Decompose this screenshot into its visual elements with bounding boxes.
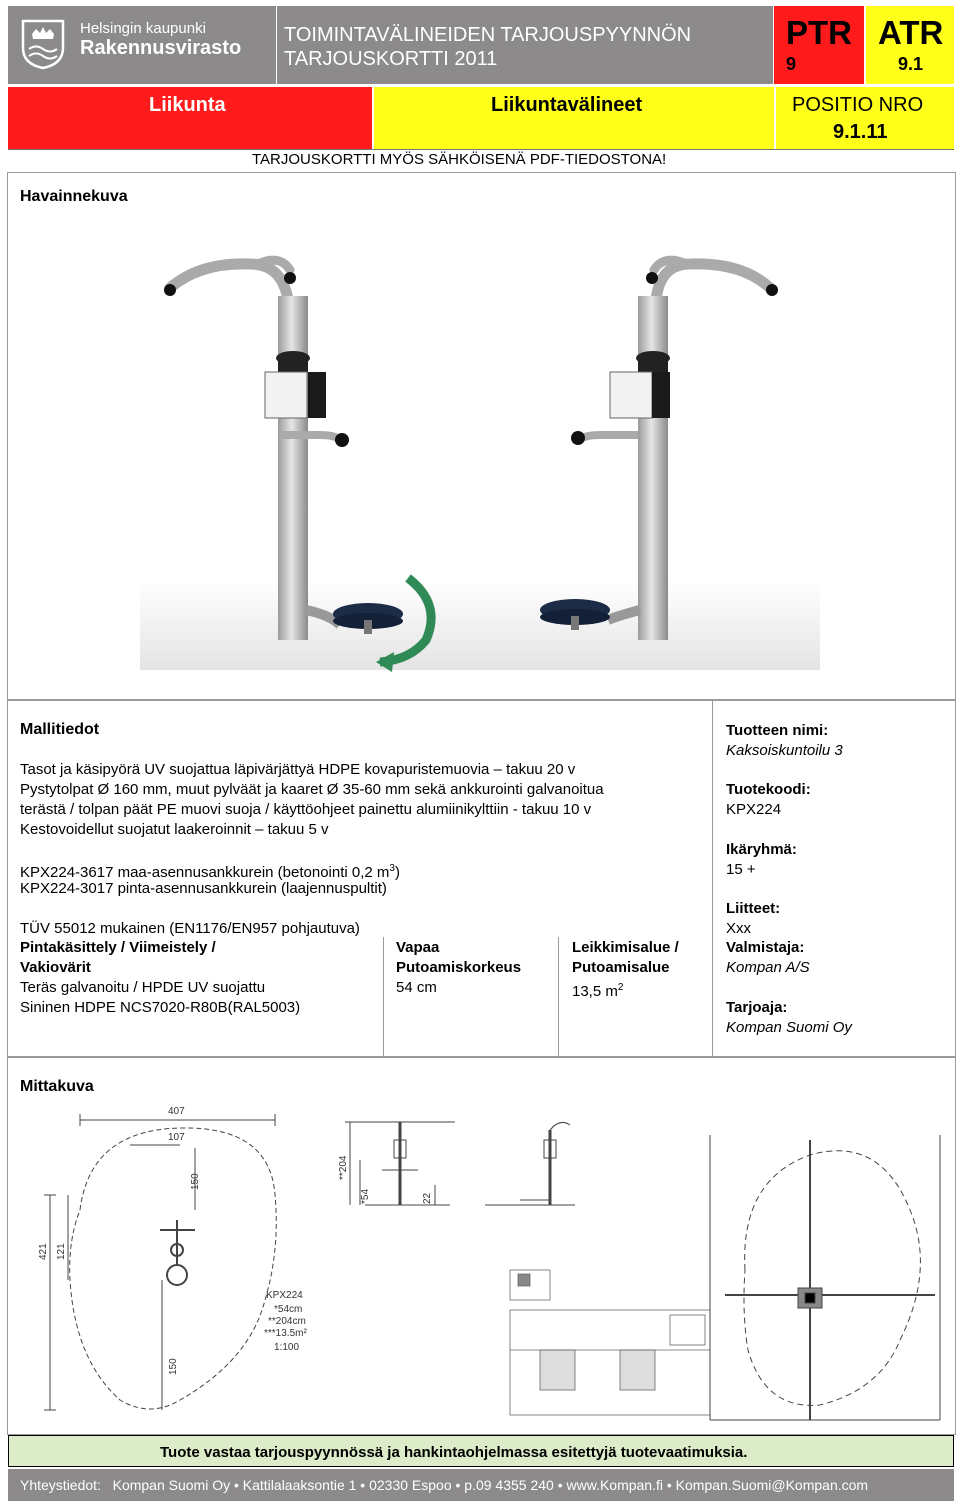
category-label: Liikunta <box>149 94 226 116</box>
org-name-line2: Rakennusvirasto <box>80 37 242 59</box>
dim-150-bottom: 150 <box>168 1358 179 1375</box>
org-name-line1: Helsingin kaupunki <box>80 20 206 37</box>
ptr-label: PTR <box>786 14 852 51</box>
notice-text: TARJOUSKORTTI MYÖS SÄHKÖISENÄ PDF-TIEDOSTONA! <box>252 151 667 168</box>
subcategory-label: Liikuntavälineet <box>491 94 643 116</box>
dim-407: 407 <box>168 1106 185 1117</box>
document-title-line2: TARJOUSKORTTI 2011 <box>284 48 498 70</box>
fall-height-label-1: Vapaa <box>396 939 440 956</box>
model-line-3: terästä / tolpan päät PE muovi suoja / käyttöohjeet painettu alumiinikylttiin - takuu 10 v <box>20 801 592 818</box>
finish-label-1: Pintakäsittely / Viimeistely / <box>20 939 216 956</box>
model-line-1: Tasot ja käsipyörä UV suojattua läpivärjättyä HDPE kovapuristemuovia – takuu 20 v <box>20 761 576 778</box>
anchor-line-1-close: ) <box>394 864 400 881</box>
product-name-label: Tuotteen nimi: <box>726 722 829 739</box>
illustration-title: Havainnekuva <box>20 188 128 205</box>
manufacturer-value: Kompan A/S <box>726 959 810 976</box>
anchor-line-1-text: KPX224-3617 maa-asennusankkurein (betonointi 0,2 m <box>20 864 390 881</box>
document-title-line1: TOIMINTAVÄLINEIDEN TARJOUSPYYNNÖN <box>284 24 692 46</box>
play-area-number: 13,5 m <box>572 983 618 1000</box>
atr-label: ATR <box>878 14 944 51</box>
contact-text: Yhteystiedot: Kompan Suomi Oy • Kattilalaaksontie 1 • 02330 Espoo • p.09 4355 240 • www.Kompan.fi • Kompan.Suomi@Kompan.com <box>20 1477 869 1493</box>
side-54: *54 <box>360 1188 371 1204</box>
ptr-value: 9 <box>786 54 797 74</box>
foundation-detail-icon <box>510 1270 710 1415</box>
play-area-label-1: Leikkimisalue / <box>572 939 679 956</box>
header-divider <box>8 149 954 150</box>
play-area-label-2: Putoamisalue <box>572 959 670 976</box>
model-line-2: Pystytolpat Ø 160 mm, muut pylväät ja kaaret Ø 35-60 mm sekä ankkurointi galvanoitua <box>20 781 604 798</box>
anchor-line-1-sup: 3 <box>389 863 395 874</box>
side-22: 22 <box>422 1192 433 1204</box>
dim-121: 121 <box>56 1243 67 1260</box>
model-info-title: Mallitiedot <box>20 721 100 738</box>
finish-value-1: Teräs galvanoitu / HPDE UV suojattu <box>20 979 266 996</box>
standard-line: TÜV 55012 mukainen (EN1176/EN957 pohjautuva) <box>20 920 360 937</box>
attachments-value: Xxx <box>726 920 752 937</box>
manufacturer-label: Valmistaja: <box>726 939 805 956</box>
finish-value-2: Sininen HDPE NCS7020-R80B(RAL5003) <box>20 999 301 1016</box>
plan-label-2: **204cm <box>268 1316 306 1327</box>
side-204: **204 <box>338 1155 349 1180</box>
city-crest-icon <box>20 18 66 70</box>
product-code-label: Tuotekoodi: <box>726 781 811 798</box>
dim-107: 107 <box>168 1132 185 1143</box>
product-name-value: Kaksoiskuntoilu 3 <box>726 742 843 759</box>
dim-421: 421 <box>38 1243 49 1260</box>
model-line-4: Kestovoidellut suojatut laakeroinnit – takuu 5 v <box>20 821 329 838</box>
age-group-value: 15 + <box>726 861 756 878</box>
position-value: 9.1.11 <box>833 121 888 143</box>
attachments-label: Liitteet: <box>726 900 781 917</box>
product-illustration <box>130 240 830 680</box>
plan-label-3: ***13.5m² <box>264 1328 307 1339</box>
play-area-sup: 2 <box>617 982 624 993</box>
dim-150-top: 150 <box>190 1173 201 1190</box>
dimensions-title: Mittakuva <box>20 1078 94 1095</box>
dimension-drawing <box>20 1100 950 1430</box>
plan-scale: 1:100 <box>274 1342 300 1353</box>
offerer-value: Kompan Suomi Oy <box>726 1019 852 1036</box>
product-code-value: KPX224 <box>726 801 782 818</box>
col-divider-1 <box>383 937 384 1057</box>
offerer-label: Tarjoaja: <box>726 999 788 1016</box>
fall-height-value: 54 cm <box>396 979 437 996</box>
atr-value: 9.1 <box>898 54 924 74</box>
finish-label-2: Vakiovärit <box>20 959 91 976</box>
position-label: POSITIO NRO <box>792 94 924 116</box>
play-area-value <box>572 978 623 1002</box>
col-divider-2 <box>558 937 559 1057</box>
statement-text: Tuote vastaa tarjouspyynnössä ja hankintaohjelmassa esitettyjä tuotevaatimuksia. <box>160 1444 748 1461</box>
plan-label-1: *54cm <box>274 1304 303 1315</box>
age-group-label: Ikäryhmä: <box>726 841 797 858</box>
fall-height-label-2: Putoamiskorkeus <box>396 959 522 976</box>
plan-code: KPX224 <box>266 1290 303 1301</box>
anchor-line-2: KPX224-3017 pinta-asennusankkurein (laajennuspultit) <box>20 880 387 897</box>
